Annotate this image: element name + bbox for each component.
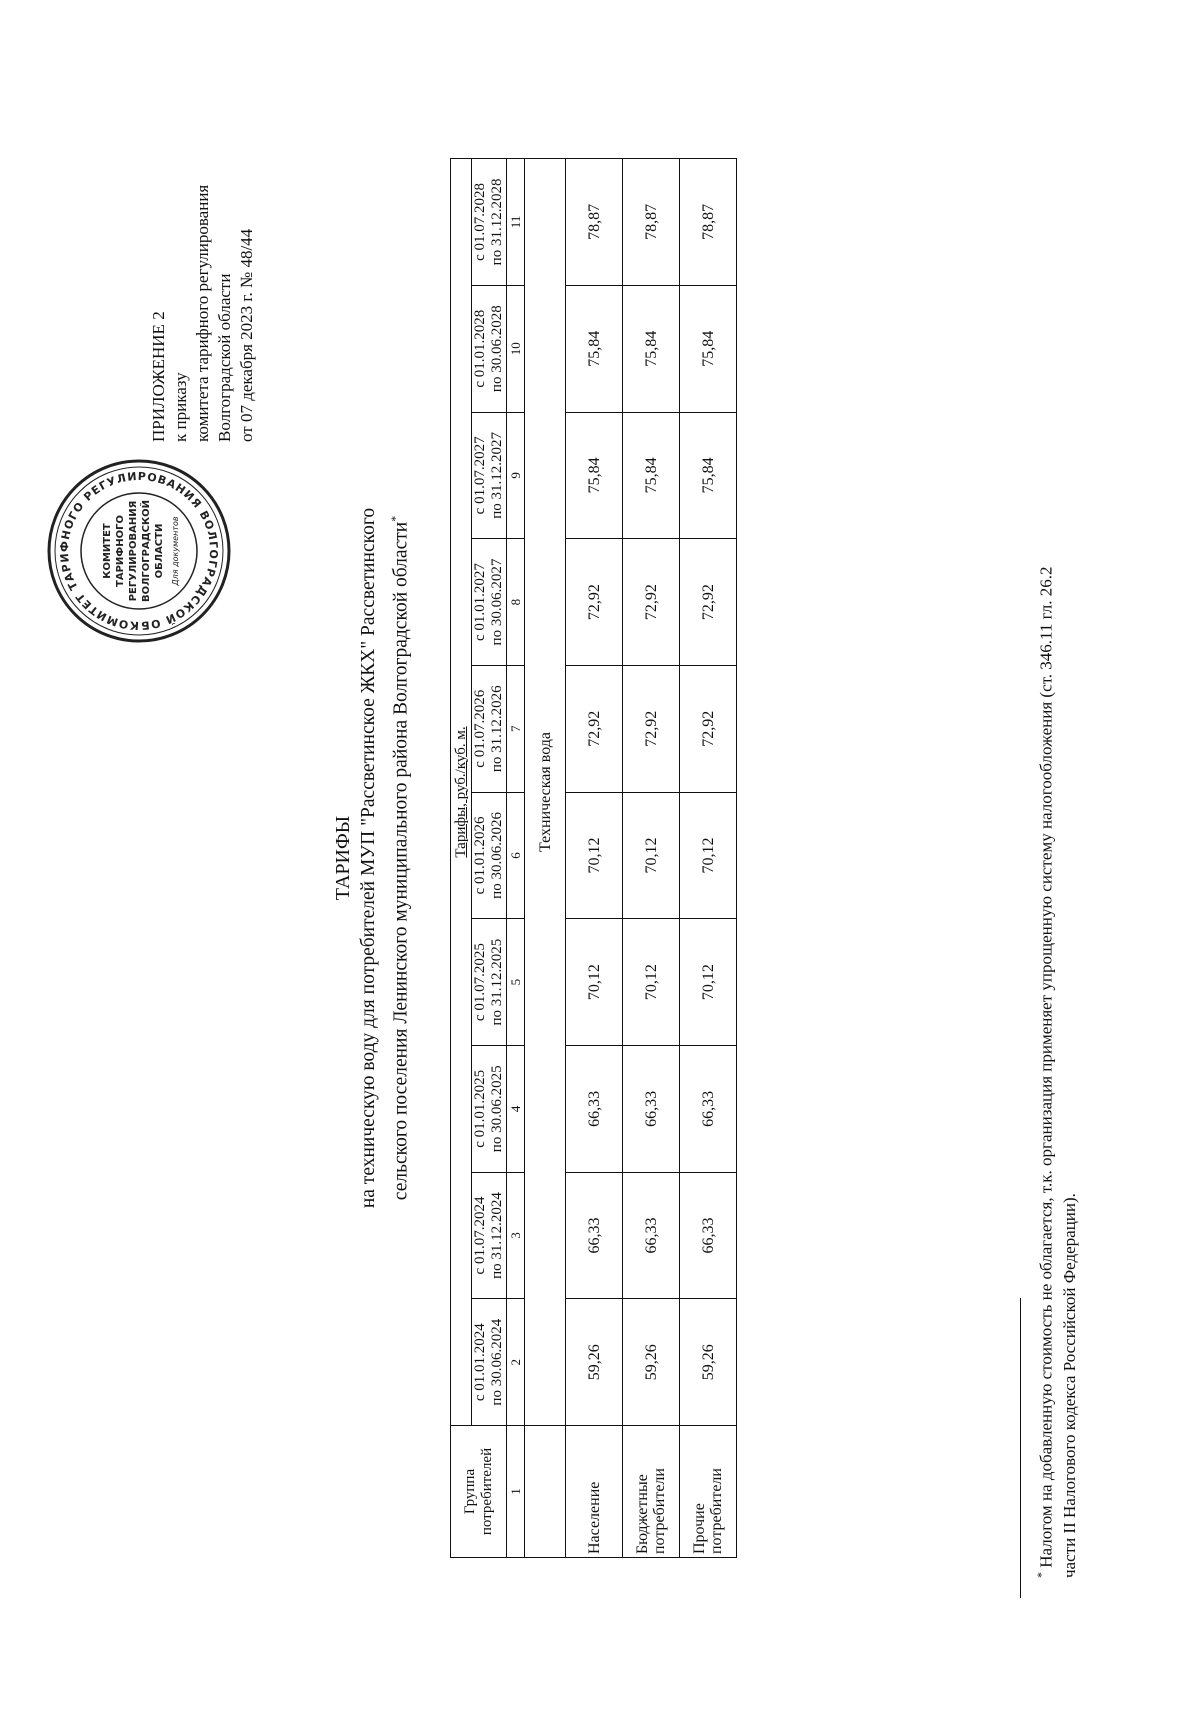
seal-icon: [44, 456, 234, 646]
column-number-cell: 1: [507, 1426, 525, 1558]
tariff-value-cell: 66,33: [623, 1045, 680, 1172]
svg-text:КОМИТЕТ ТАРИФНОГО РЕГУЛИРОВАНИ: КОМИТЕТ ТАРИФНОГО РЕГУЛИРОВАНИЯ ВОЛГОГРАДСКОЙ ОБ: [57, 469, 221, 633]
tariff-value-cell: 70,12: [566, 919, 623, 1046]
appendix-title: ПРИЛОЖЕНИЕ 2: [149, 311, 168, 442]
footnote-line-2: части II Налогового кодекса Российской Федерации).: [1059, 1193, 1079, 1578]
svg-text:Для документов: Для документов: [171, 516, 180, 586]
period-to-row: [489, 159, 507, 1558]
tariff-value-cell: 75,84: [623, 285, 680, 412]
period-to-cell: по 31.12.2027: [489, 412, 507, 539]
tariff-value-cell: 66,33: [566, 1045, 623, 1172]
tariff-value-cell: 75,84: [566, 285, 623, 412]
title-subtitle-line-1: на техническую воду для потребителей МУП "Рассветинское ЖКХ" Рассветинского: [358, 507, 379, 1209]
tariff-value-cell: 66,33: [680, 1045, 737, 1172]
svg-text:ТАРИФНОГО: ТАРИФНОГО: [115, 515, 126, 587]
consumer-group-cell: [623, 1426, 680, 1558]
tariff-value-cell: 72,92: [566, 665, 623, 792]
consumer-group-label-cont: потребители: [708, 1468, 725, 1554]
period-from-cell: с 01.01.2026: [472, 792, 490, 919]
tariff-value-cell: 72,92: [566, 539, 623, 666]
period-from-cell: с 01.01.2028: [472, 285, 490, 412]
period-to-cell: по 31.12.2028: [489, 159, 507, 286]
section-row: [525, 159, 566, 1558]
page-title: ТАРИФЫ: [332, 815, 354, 901]
period-from-cell: с 01.07.2024: [472, 1172, 490, 1299]
consumer-group-cell: [680, 1426, 737, 1558]
column-number-cell: 8: [507, 539, 525, 666]
tariff-value-cell: 72,92: [680, 539, 737, 666]
tariff-value-cell: 78,87: [566, 159, 623, 286]
tariff-value-cell: 70,12: [680, 792, 737, 919]
document-title-block: [330, 198, 415, 1518]
footnote-divider: [1020, 1298, 1021, 1598]
consumer-group-label-cont: потребители: [651, 1468, 668, 1554]
table-row: [680, 159, 737, 1558]
tariff-header-cell: [451, 159, 472, 1426]
period-from-cell: с 01.01.2027: [472, 539, 490, 666]
appendix-region: Волгоградской области: [215, 273, 234, 442]
period-to-cell: по 31.12.2025: [489, 919, 507, 1046]
tariff-value-cell: 72,92: [623, 539, 680, 666]
tariff-value-cell: 59,26: [623, 1299, 680, 1426]
appendix-block: [148, 42, 258, 442]
footnote-line-1: * Налогом на добавленную стоимость не облагается, т.к. организация применяет упрощенную систему налогообложения (ст. 346.11 гл. 26.2: [1034, 566, 1056, 1578]
group-header-text: Группа потребителей: [461, 1447, 495, 1536]
consumer-group-label: Прочие: [691, 1503, 708, 1554]
tariff-value-cell: 78,87: [680, 159, 737, 286]
tariff-value-cell: 75,84: [566, 412, 623, 539]
tariff-value-cell: 72,92: [623, 665, 680, 792]
column-number-row: [507, 159, 525, 1558]
tariff-table: [450, 158, 737, 1558]
tariff-header-text: Тарифы, руб./куб. м.: [452, 726, 469, 858]
period-from-cell: с 01.01.2025: [472, 1045, 490, 1172]
consumer-group-cell: [566, 1426, 623, 1558]
column-number-cell: 3: [507, 1172, 525, 1299]
period-to-cell: по 30.06.2027: [489, 539, 507, 666]
period-from-cell: с 01.07.2028: [472, 159, 490, 286]
table-header-row: [451, 159, 472, 1558]
appendix-issuer: комитета тарифного регулирования: [193, 184, 212, 442]
tariff-value-cell: 75,84: [623, 412, 680, 539]
period-from-row: [472, 159, 490, 1558]
tariff-value-cell: 78,87: [623, 159, 680, 286]
column-number-cell: 11: [507, 159, 525, 286]
tariff-value-cell: 70,12: [623, 792, 680, 919]
column-number-cell: 4: [507, 1045, 525, 1172]
period-from-cell: с 01.01.2024: [472, 1299, 490, 1426]
consumer-group-label: Бюджетные: [634, 1474, 651, 1554]
column-number-cell: 7: [507, 665, 525, 792]
period-to-cell: по 31.12.2026: [489, 665, 507, 792]
tariff-value-cell: 59,26: [566, 1299, 623, 1426]
column-number-cell: 6: [507, 792, 525, 919]
table-row: [623, 159, 680, 1558]
period-to-cell: по 30.06.2028: [489, 285, 507, 412]
tariff-value-cell: 72,92: [680, 665, 737, 792]
svg-text:ОБЛАСТИ: ОБЛАСТИ: [154, 523, 165, 579]
column-number-cell: 10: [507, 285, 525, 412]
period-to-cell: по 30.06.2026: [489, 792, 507, 919]
group-header-cell: [451, 1426, 507, 1558]
tariff-value-cell: 66,33: [680, 1172, 737, 1299]
svg-text:РЕГУЛИРОВАНИЯ: РЕГУЛИРОВАНИЯ: [128, 500, 139, 602]
column-number-cell: 5: [507, 919, 525, 1046]
table-row: [566, 159, 623, 1558]
period-to-cell: по 30.06.2024: [489, 1299, 507, 1426]
section-empty-cell: [525, 1426, 566, 1558]
title-subtitle-line-2: сельского поселения Ленинского муниципального района Волгоградской области*: [388, 515, 412, 1201]
tariff-value-cell: 70,12: [680, 919, 737, 1046]
footnote-marker: *: [388, 515, 402, 522]
appendix-order-ref: к приказу: [171, 372, 190, 442]
tariff-value-cell: 66,33: [566, 1172, 623, 1299]
period-from-cell: с 01.07.2025: [472, 919, 490, 1046]
tariff-value-cell: 66,33: [623, 1172, 680, 1299]
tariff-value-cell: 59,26: [680, 1299, 737, 1426]
period-from-cell: с 01.07.2026: [472, 665, 490, 792]
period-from-cell: с 01.07.2027: [472, 412, 490, 539]
tariff-value-cell: 70,12: [623, 919, 680, 1046]
period-to-cell: по 31.12.2024: [489, 1172, 507, 1299]
tariff-value-cell: 75,84: [680, 285, 737, 412]
column-number-cell: 9: [507, 412, 525, 539]
tariff-value-cell: 70,12: [566, 792, 623, 919]
svg-text:КОМИТЕТ: КОМИТЕТ: [102, 523, 113, 579]
official-seal-stamp: [44, 456, 234, 646]
tariff-value-cell: 75,84: [680, 412, 737, 539]
section-title: Техническая вода: [525, 159, 566, 1426]
consumer-group-label: Население: [585, 1481, 603, 1554]
svg-text:ВОЛГОГРАДСКОЙ: ВОЛГОГРАДСКОЙ: [141, 499, 152, 603]
period-to-cell: по 30.06.2025: [489, 1045, 507, 1172]
column-number-cell: 2: [507, 1299, 525, 1426]
footnote: [1030, 278, 1081, 1578]
appendix-date-number: от 07 декабря 2023 г. № 48/44: [237, 228, 256, 442]
